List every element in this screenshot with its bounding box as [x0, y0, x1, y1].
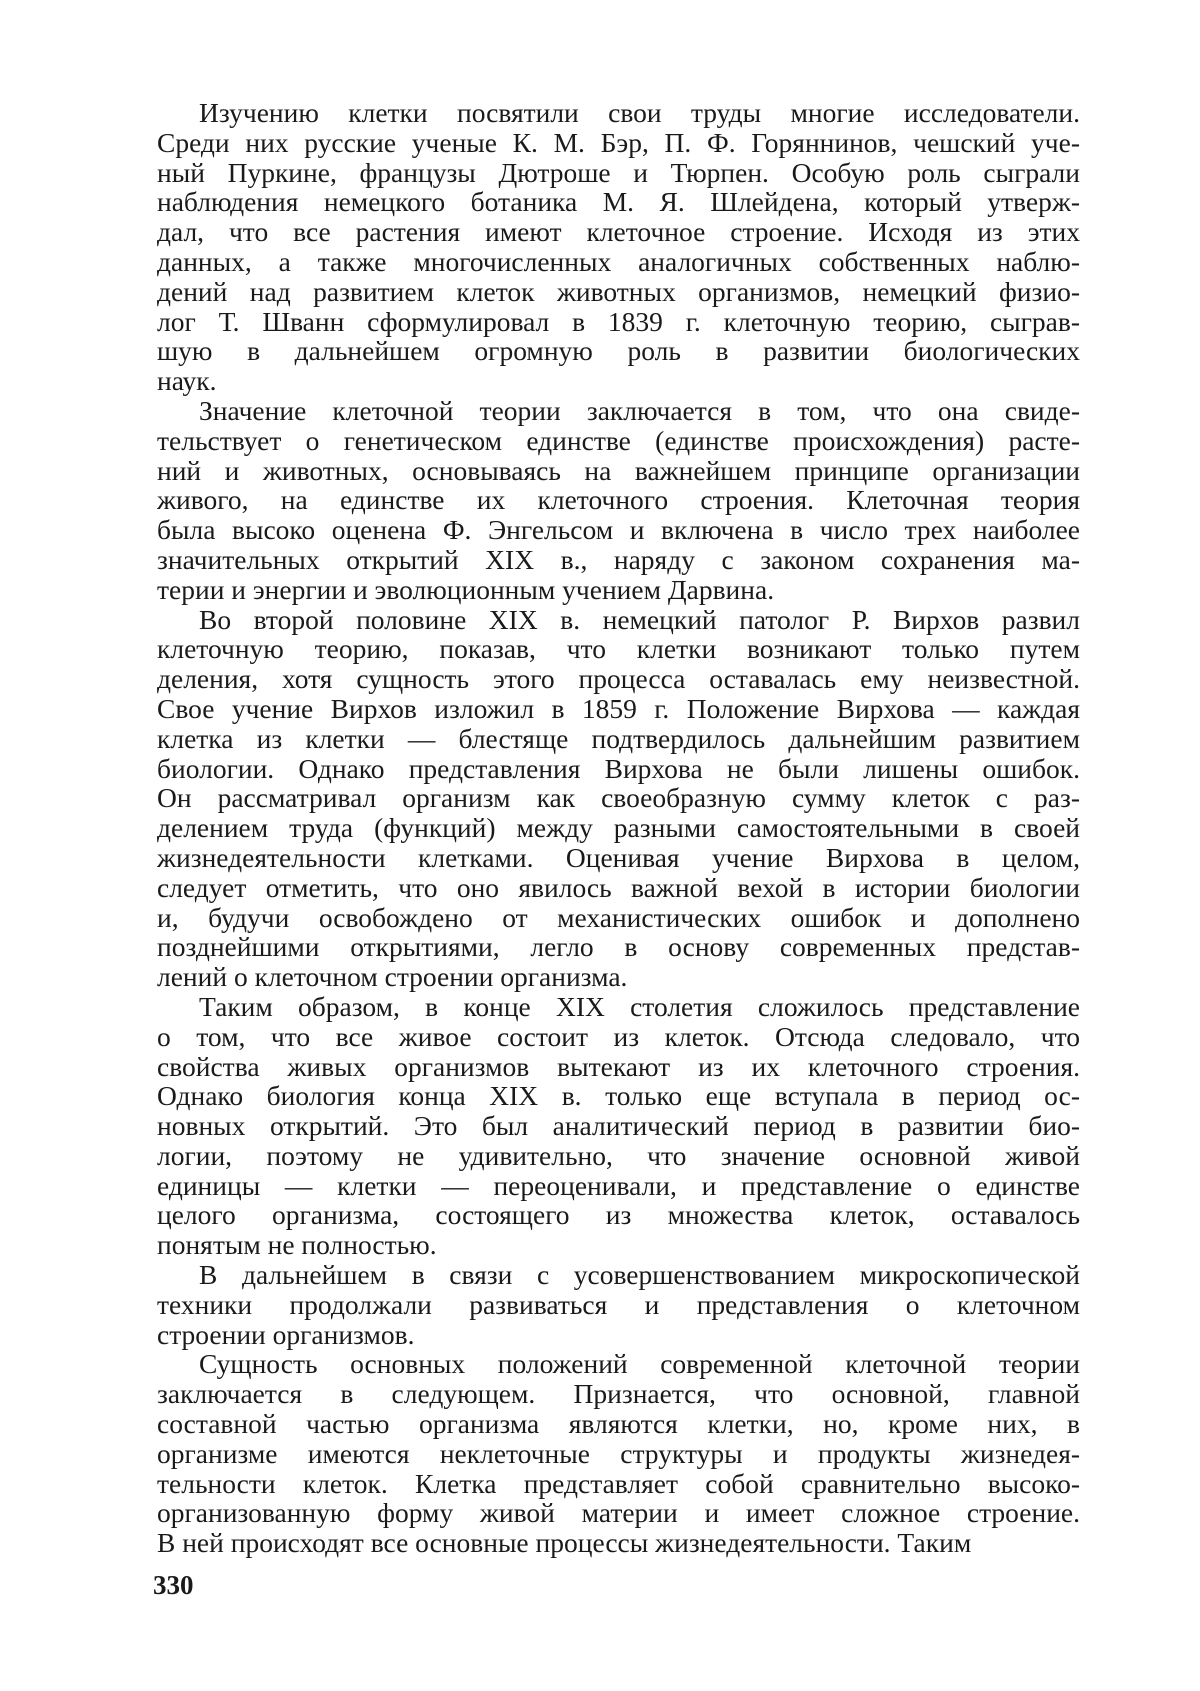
text-line: Однако биология конца XIX в. только еще вступала в период ос- [157, 1080, 1080, 1112]
text-line: организме имеются неклеточные структуры и продукты жизнедея- [157, 1437, 1080, 1469]
text-line: позднейшими открытиями, легло в основу современных представ- [157, 931, 1080, 963]
text-line: о том, что все живое состоит из клеток. Отсюда следовало, что [157, 1020, 1080, 1052]
text-line: жизнедеятельности клетками. Оценивая учение Вирхова в целом, [157, 841, 1080, 873]
paragraph [157, 605, 1080, 992]
body-text [157, 98, 1080, 1558]
paragraph [157, 98, 1080, 396]
text-line: ний и животных, основываясь на важнейшем принципе организации [157, 454, 1080, 486]
text-line: наблюдения немецкого ботаника М. Я. Шлейдена, который утверж- [157, 186, 1080, 218]
text-line: шую в дальнейшем огромную роль в развитии биологических [157, 335, 1080, 367]
text-line: клетка из клетки — блестяще подтвердилось дальнейшим развитием [157, 722, 1080, 754]
text-line: техники продолжали развиваться и представления о клеточном [157, 1288, 1080, 1320]
text-line: понятым не полностью. [157, 1229, 437, 1261]
text-line: лений о клеточном строении организма. [157, 961, 628, 993]
text-line: следует отметить, что оно явилось важной вехой в истории биологии [157, 871, 1080, 903]
text-line: ный Пуркине, французы Дютроше и Тюрпен. Особую роль сыграли [157, 156, 1080, 188]
text-line: данных, а также многочисленных аналогичных собственных наблю- [157, 245, 1080, 277]
text-line: Изучению клетки посвятили свои труды многие исследователи. [199, 97, 1080, 128]
text-line: дал, что все растения имеют клеточное строение. Исходя из этих [157, 216, 1080, 248]
text-line: новных открытий. Это был аналитический период в развитии био- [157, 1110, 1080, 1142]
text-line: Значение клеточной теории заключается в том, что она свиде- [199, 394, 1080, 426]
text-line: была высоко оценена Ф. Энгельсом и включена в число трех наиболее [157, 514, 1080, 546]
text-line: живого, на единстве их клеточного строения. Клеточная теория [157, 484, 1080, 516]
text-line: значительных открытий XIX в., наряду с законом сохранения ма- [157, 543, 1080, 575]
text-line: Свое учение Вирхов изложил в 1859 г. Положение Вирхова — каждая [157, 692, 1080, 724]
text-line: дений над развитием клеток животных организмов, немецкий физио- [157, 275, 1080, 307]
text-line: заключается в следующем. Признается, что основной, главной [157, 1378, 1080, 1410]
text-line: организованную форму живой материи и имеет сложное строение. [157, 1497, 1080, 1529]
text-line: Сущность основных положений современной клеточной теории [199, 1348, 1080, 1380]
text-line: целого организма, состоящего из множества клеток, оставалось [157, 1199, 1080, 1231]
text-line: В ней происходят все основные процессы жизнедеятельности. Таким [157, 1527, 972, 1559]
text-line: лог Т. Шванн сформулировал в 1839 г. клеточную теорию, сыграв- [157, 305, 1080, 337]
text-line: тельности клеток. Клетка представляет собой сравнительно высоко- [157, 1467, 1080, 1499]
text-line: деления, хотя сущность этого процесса оставалась ему неизвестной. [157, 663, 1080, 695]
text-line: Во второй половине XIX в. немецкий патолог Р. Вирхов развил [199, 603, 1080, 635]
text-line: биологии. Однако представления Вирхова не были лишены ошибок. [157, 752, 1080, 784]
text-line: Среди них русские ученые К. М. Бэр, П. Ф. Горяннинов, чешский уче- [157, 126, 1080, 158]
paragraph [157, 396, 1080, 605]
paragraph [157, 1260, 1080, 1349]
page-number: 330 [153, 1570, 194, 1600]
text-line: терии и энергии и эволюционным учением Дарвина. [157, 573, 775, 605]
text-line: наук. [157, 365, 217, 397]
text-line: тельствует о генетическом единстве (единстве происхождения) расте- [157, 424, 1080, 456]
text-line: единицы — клетки — переоценивали, и представление о единстве [157, 1169, 1080, 1201]
text-line: строении организмов. [157, 1318, 415, 1350]
text-line: Таким образом, в конце XIX столетия сложилось представление [199, 990, 1080, 1022]
text-line: составной частью организма являются клетки, но, кроме них, в [157, 1408, 1080, 1440]
text-line: логии, поэтому не удивительно, что значение основной живой [157, 1139, 1080, 1171]
text-line: В дальнейшем в связи с усовершенствованием микроскопической [199, 1259, 1080, 1291]
text-line: делением труда (функций) между разными самостоятельными в своей [157, 812, 1080, 844]
text-line: и, будучи освобождено от механистических ошибок и дополнено [157, 901, 1080, 933]
paragraph [157, 1349, 1080, 1558]
text-line: клеточную теорию, показав, что клетки возникают только путем [157, 633, 1080, 665]
text-line: Он рассматривал организм как своеобразную сумму клеток с раз- [157, 782, 1080, 814]
text-line: свойства живых организмов вытекают из их клеточного строения. [157, 1050, 1080, 1082]
paragraph [157, 992, 1080, 1260]
